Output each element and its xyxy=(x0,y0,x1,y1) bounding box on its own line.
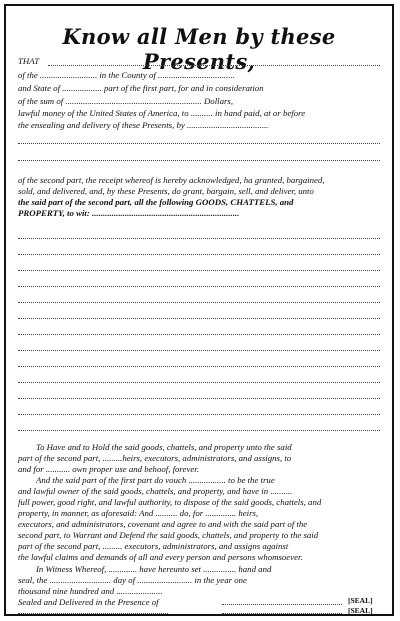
property-line[interactable] xyxy=(18,366,380,367)
property-line[interactable] xyxy=(18,238,380,239)
signature-line-1[interactable] xyxy=(222,604,342,605)
warranty-line-8: the lawful claims and demands of all and every person and persons whomsoever. xyxy=(18,552,303,562)
receipt-line-3: the said part of the second part, all the following GOODS, CHATTELS, and xyxy=(18,197,294,207)
witness-line-1: In Witness Whereof, ............. have hereunto set ............... hand and xyxy=(36,564,272,574)
witness-signature-line[interactable] xyxy=(18,613,168,614)
witness-line-4: Sealed and Delivered in the Presence of xyxy=(18,597,159,607)
warranty-line-5: executors, and administrators, covenant and agree to and with the said part of the xyxy=(18,519,308,529)
warranty-line-6: second part, to Warrant and Defend the said goods, chattels, and property to the said xyxy=(18,530,319,540)
intro-line-3: and State of .................. part of the first part, for and in consideration xyxy=(18,83,264,93)
property-line[interactable] xyxy=(18,398,380,399)
witness-line-3: thousand nine hundred and ..................... xyxy=(18,586,163,596)
intro-line-4: of the sum of .............................................................. Dollars, xyxy=(18,96,234,106)
habendum-line-3: and for ........... own proper use and behoof, forever. xyxy=(18,464,199,474)
intro-line-6: the ensealing and delivery of these Presents, by ..................................... xyxy=(18,120,269,130)
warranty-line-2: and lawful owner of the said goods, chattels, and property, and have in .......... xyxy=(18,486,293,496)
property-line[interactable] xyxy=(18,318,380,319)
property-line[interactable] xyxy=(18,254,380,255)
warranty-line-4: property, in manner, as aforesaid: And .......... do, for .............. heirs, xyxy=(18,508,259,518)
receipt-line-2: sold, and delivered, and, by these Presents, do grant, bargain, sell, and deliver, unto xyxy=(18,186,314,196)
property-line[interactable] xyxy=(18,350,380,351)
witness-line-2: seal, the ............................ day of ......................... in the year one xyxy=(18,575,247,585)
seal-label-2: [SEAL] xyxy=(348,606,373,615)
seal-label-1: [SEAL] xyxy=(348,596,373,605)
blank-line[interactable] xyxy=(18,143,380,144)
property-line[interactable] xyxy=(18,414,380,415)
property-line[interactable] xyxy=(18,302,380,303)
receipt-line-4: PROPERTY, to wit: ................................................................... xyxy=(18,208,240,218)
habendum-line-2: part of the second part, .........heirs, executors, administrators, and assigns, to xyxy=(18,453,292,463)
signature-line-2[interactable] xyxy=(222,613,342,614)
habendum-line-1: To Have and to Hold the said goods, chattels, and property unto the said xyxy=(36,442,292,452)
intro-line-5: lawful money of the United States of America, to .......... in hand paid, at or before xyxy=(18,108,306,118)
warranty-line-3: full power, good right, and lawful authority, to dispose of the said goods, chattels, and xyxy=(18,497,322,507)
intro-fill-line[interactable] xyxy=(48,65,380,66)
property-line[interactable] xyxy=(18,334,380,335)
property-line[interactable] xyxy=(18,430,380,431)
receipt-line-1: of the second part, the receipt whereof is hereby acknowledged, ha granted, bargained, xyxy=(18,175,325,185)
property-line[interactable] xyxy=(18,270,380,271)
intro-line-1: THAT xyxy=(18,56,40,66)
intro-line-2: of the .......................... in the County of ................................... xyxy=(18,70,235,80)
property-line[interactable] xyxy=(18,286,380,287)
blank-line[interactable] xyxy=(18,160,380,161)
warranty-line-7: part of the second part, ......... executors, administrators, and assigns against xyxy=(18,541,289,551)
property-line[interactable] xyxy=(18,382,380,383)
warranty-line-1: And the said part of the first part do vouch ................. to be the true xyxy=(36,475,275,485)
document-title: Know all Men by these Presents, xyxy=(62,24,336,74)
